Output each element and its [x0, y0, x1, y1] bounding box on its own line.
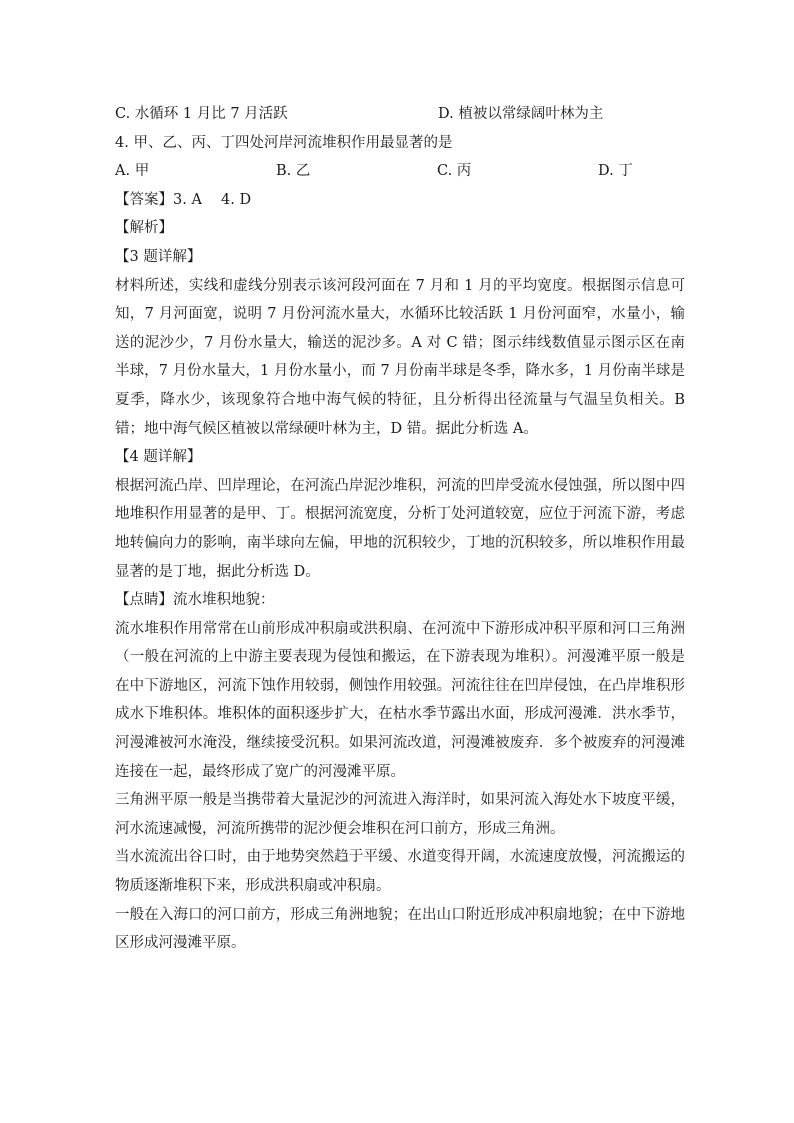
tips-paragraph: 当水流流出谷口时，由于地势突然趋于平缓、水道变得开阔，水流速度放慢，河流搬运的物质逐渐堆积下来，形成洪积扇或冲积扇。	[115, 849, 685, 895]
q4-heading: 【4 题详解】	[115, 449, 202, 466]
q3-explanation: 材料所述，实线和虚线分别表示该河段河面在 7 月和 1 月的平均宽度。根据图示信息可知，7 月河面宽，说明 7 月份河流水量大，水循环比较活跃 1 月份河面窄，水量小，输送的泥沙少，7 月份水量大，输送的泥沙多。A 对 C 错；图示纬线数值显示图示区在南半球，7 月份水量大，1 月份水量小，而 7 月份南半球是冬季，降水多，1 月份南半球是夏季，降水少，该现象符合地中海气候的特征，且分析得出径流量与气温呈负相关。B 错；地中海气候区植被以常绿硬叶林为主，D 错。据此分析选 A。	[115, 277, 685, 437]
question3-options-cd	[115, 100, 685, 129]
analysis-heading: 【解析】	[115, 220, 173, 237]
question4-stem: 4. 甲、乙、丙、丁四处河岸河流堆积作用最显著的是	[115, 134, 453, 151]
question3-option-c: C. 水循环 1 月比 7 月活跃	[115, 106, 288, 122]
question4-option-d: D. 丁	[598, 163, 633, 180]
tips-paragraph: 一般在入海口的河口前方，形成三角洲地貌；在出山口附近形成冲积扇地貌；在中下游地区形成河漫滩平原。	[115, 906, 685, 952]
question3-option-d: D. 植被以常绿阔叶林为主	[438, 106, 604, 122]
document-content	[115, 100, 685, 958]
q4-explanation: 根据河流凸岸、凹岸理论，在河流凸岸泥沙堆积，河流的凹岸受流水侵蚀强，所以图中四地堆积作用显著的是甲、丁。根据河流宽度，分析丁处河道较宽，应位于河流下游，考虑地转偏向力的影响，南半球向左偏，甲地的沉积较少，丁地的沉积较多，所以堆积作用最显著的是丁地，据此分析选 D。	[115, 477, 685, 580]
answer-line: 【答案】3. A 4. D	[115, 191, 252, 208]
question4-options	[115, 157, 685, 186]
question4-option-a: A. 甲	[115, 163, 150, 180]
question4-option-c: C. 丙	[437, 163, 472, 180]
tips-paragraph: 三角洲平原一般是当携带着大量泥沙的河流进入海洋时，如果河流入海处水下坡度平缓，河水流速减慢，河流所携带的泥沙便会堆积在河口前方，形成三角洲。	[115, 792, 685, 837]
question4-option-b: B. 乙	[276, 163, 311, 180]
tips-paragraph: 流水堆积作用常常在山前形成冲积扇或洪积扇、在河流中下游形成冲积平原和河口三角洲（一般在河流的上中游主要表现为侵蚀和搬运，在下游表现为堆积）。河漫滩平原一般是在中下游地区，河流下蚀作用较弱，侧蚀作用较强。河流往往在凹岸侵蚀，在凸岸堆积形成水下堆积体。堆积体的面积逐步扩大，在枯水季节露出水面，形成河漫滩．洪水季节，河漫滩被河水淹没，继续接受沉积。如果河流改道，河漫滩被废弃．多个被废弃的河漫滩连接在一起，最终形成了宽广的河漫滩平原。	[115, 620, 685, 780]
q3-heading: 【3 题详解】	[115, 248, 202, 265]
tips-heading: 【点睛】流水堆积地貌：	[115, 592, 275, 609]
